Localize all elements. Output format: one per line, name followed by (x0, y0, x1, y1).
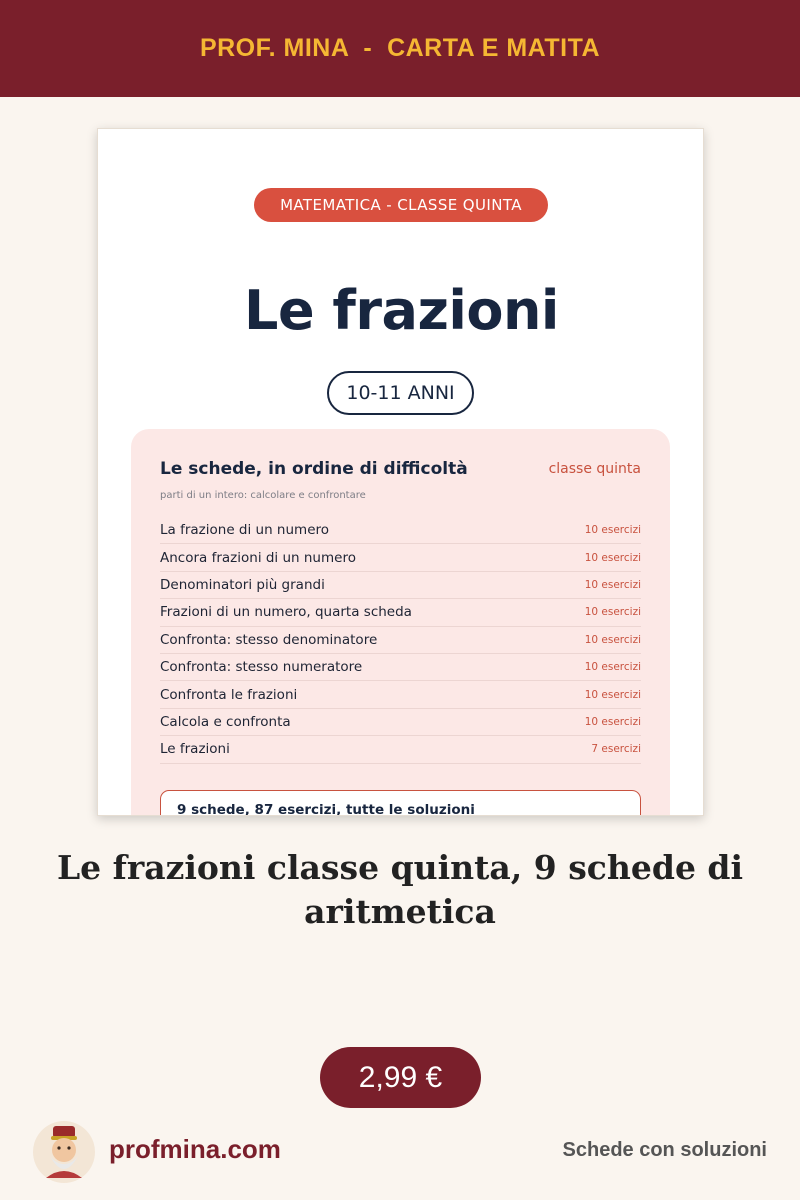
product-preview-card[interactable] (97, 128, 704, 816)
item-name: Confronta le frazioni (160, 686, 298, 703)
panel-heading: Le schede, in ordine di difficoltà (160, 459, 468, 479)
list-item (160, 544, 641, 571)
item-count: 10 esercizi (584, 688, 641, 701)
item-name: Frazioni di un numero, quarta scheda (160, 604, 412, 621)
item-name: Confronta: stesso numeratore (160, 659, 363, 676)
card-title: Le frazioni (244, 279, 559, 342)
item-count: 10 esercizi (584, 551, 641, 564)
item-count: 10 esercizi (584, 606, 641, 619)
list-item (160, 627, 641, 654)
summary-box (160, 790, 641, 816)
item-name: Confronta: stesso denominatore (160, 631, 378, 648)
list-item (160, 681, 641, 708)
item-count: 10 esercizi (584, 715, 641, 728)
item-name: Calcola e confronta (160, 713, 291, 730)
brand-link[interactable]: profmina.com (109, 1134, 281, 1164)
list-item (160, 654, 641, 681)
class-tag: classe quinta (548, 461, 641, 477)
list-item (160, 599, 641, 626)
list-item (160, 709, 641, 736)
worksheet-panel (131, 429, 670, 816)
item-name: Denominatori più grandi (160, 576, 325, 593)
item-name: Le frazioni (160, 741, 230, 758)
item-name: Ancora frazioni di un numero (160, 549, 356, 566)
summary-text: 9 schede, 87 esercizi, tutte le soluzioni (177, 802, 475, 816)
subject-badge: MATEMATICA - CLASSE QUINTA (254, 188, 548, 222)
list-item (160, 572, 641, 599)
item-count: 10 esercizi (584, 661, 641, 674)
worksheet-list (160, 517, 641, 764)
top-banner (0, 0, 800, 97)
item-count: 10 esercizi (584, 524, 641, 537)
item-name: La frazione di un numero (160, 522, 330, 539)
age-badge: 10-11 ANNI (327, 371, 474, 415)
footer-tagline: Schede con soluzioni (562, 1139, 767, 1161)
item-count: 10 esercizi (584, 633, 641, 646)
product-title[interactable]: Le frazioni classe quinta, 9 schede di aritmetica (56, 848, 744, 931)
teacher-avatar-icon (32, 1120, 96, 1184)
list-item (160, 736, 641, 763)
banner-title: PROF. MINA - CARTA E MATITA (199, 34, 601, 62)
panel-subtitle: parti di un intero: calcolare e confrontare (160, 490, 366, 501)
price-button[interactable]: 2,99 € (320, 1047, 481, 1108)
item-count: 7 esercizi (591, 743, 641, 756)
list-item (160, 517, 641, 544)
item-count: 10 esercizi (584, 578, 641, 591)
